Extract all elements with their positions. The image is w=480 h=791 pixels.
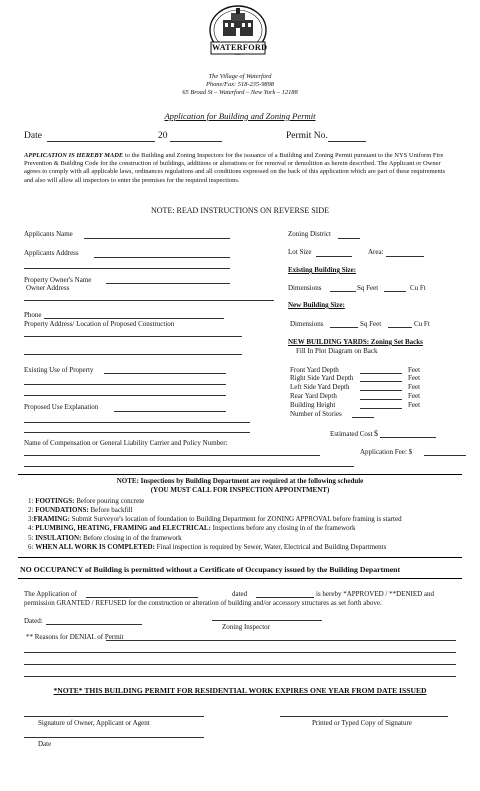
- existing-cuft-label: Cu Ft: [410, 284, 426, 292]
- left-yard-field[interactable]: [360, 390, 402, 391]
- inspection-subheading: (YOU MUST CALL FOR INSPECTION APPOINTMENT): [150, 486, 330, 494]
- applicants-name-label: Applicants Name: [24, 230, 73, 238]
- property-address-field-2[interactable]: [24, 354, 242, 355]
- inspection-item-3: 3:FRAMING: Submit Surveyor's location of foundation to Building Department for ZONING APPROVAL before framing is started: [28, 515, 402, 523]
- owner-signature-label: Signature of Owner, Applicant or Agent: [38, 719, 150, 727]
- denial-reasons-field-1[interactable]: [106, 640, 456, 641]
- inspection-heading: NOTE: Inspections by Building Department are required at the following schedule: [116, 477, 364, 485]
- new-cuft-label: Cu Ft: [414, 320, 430, 328]
- printed-signature-line[interactable]: [280, 716, 448, 717]
- right-yard-field[interactable]: [360, 381, 402, 382]
- front-yard-label: Front Yard Depth: [290, 366, 339, 374]
- proposed-use-field[interactable]: [114, 411, 226, 412]
- inspection-item-4: 4: PLUMBING, HEATING, FRAMING and ELECTRICAL: Inspections before any closing in of the framework: [28, 524, 356, 532]
- denial-reasons-field-2[interactable]: [24, 652, 456, 653]
- permit-no-field[interactable]: [328, 141, 366, 142]
- proposed-use-label: Proposed Use Explanation: [24, 403, 99, 411]
- applicants-address-field-2[interactable]: [24, 268, 230, 269]
- existing-dimensions-label: Dimensions: [288, 284, 322, 292]
- existing-use-field-2[interactable]: [24, 384, 226, 385]
- rear-yard-unit: Feet: [408, 392, 421, 400]
- signature-date-line[interactable]: [24, 737, 204, 738]
- property-address-field[interactable]: [24, 336, 242, 337]
- building-height-unit: Feet: [408, 401, 421, 409]
- estimated-cost-label: Estimated Cost: [330, 430, 373, 438]
- date-field[interactable]: [47, 141, 155, 142]
- owner-name-label: Property Owner's Name: [24, 276, 92, 284]
- existing-dimensions-field[interactable]: [330, 291, 356, 292]
- inspection-item-2: 2: FOUNDATIONS: Before backfill: [28, 506, 133, 514]
- year-field[interactable]: [170, 141, 222, 142]
- owner-address-field[interactable]: [24, 300, 274, 301]
- area-label: Area:: [368, 248, 384, 256]
- zoning-district-label: Zoning District: [288, 230, 331, 238]
- inspection-item-5: 5: INSULATION: Before closing in of the framework: [28, 534, 182, 542]
- approval-dated-label: dated: [232, 590, 248, 598]
- org-address: 65 Broad St – Waterford – New York – 12188: [182, 89, 298, 96]
- occupancy-notice: NO OCCUPANCY of Building is permitted without a Certificate of Occupancy issued by the Building Department: [20, 565, 401, 574]
- logo-text: WATERFORD: [212, 43, 268, 52]
- dated-field[interactable]: [46, 624, 142, 625]
- existing-building-size-heading: Existing Building Size:: [288, 266, 357, 274]
- permit-no-label: Permit No.: [286, 131, 328, 141]
- approval-permission-text: permission GRANTED / REFUSED for the construction or alteration of building and/or accessory structures as set forth above.: [24, 599, 382, 607]
- new-building-size-heading: New Building Size:: [288, 301, 345, 309]
- new-building-yards-heading: NEW BUILDING YARDS: Zoning Set Backs: [288, 338, 423, 346]
- permit-expiration-note: *NOTE* THIS BUILDING PERMIT FOR RESIDENTIAL WORK EXPIRES ONE YEAR FROM DATE ISSUED: [53, 686, 427, 695]
- phone-label: Phone: [24, 311, 42, 319]
- proposed-use-field-2[interactable]: [24, 422, 250, 423]
- compensation-label: Name of Compensation or General Liability Carrier and Policy Number:: [24, 439, 228, 447]
- left-yard-label: Left Side Yard Depth: [290, 383, 350, 391]
- year-prefix: 20: [158, 131, 168, 141]
- lot-size-label: Lot Size: [288, 248, 312, 256]
- rear-yard-label: Rear Yard Depth: [290, 392, 337, 400]
- new-dimensions-field[interactable]: [330, 327, 358, 328]
- applicants-name-field[interactable]: [84, 238, 230, 239]
- signature-date-label: Date: [38, 740, 52, 748]
- phone-field[interactable]: [44, 318, 224, 319]
- application-of-label: The Application of: [24, 590, 77, 598]
- proposed-use-field-3[interactable]: [24, 432, 250, 433]
- existing-sqfeet-label: Sq Feet: [357, 284, 379, 292]
- org-phone: Phone/Fax: 518-235-9898: [206, 81, 274, 88]
- denial-reasons-label: ** Reasons for DENIAL of Permit: [26, 633, 124, 641]
- application-of-field[interactable]: [86, 597, 198, 598]
- zoning-district-field[interactable]: [338, 238, 360, 239]
- estimated-cost-field[interactable]: [380, 437, 436, 438]
- intro-paragraph: APPLICATION IS HEREBY MADE to the Building and Zoning Inspectors for the issuance of a Building and Zoning Permit pursuant to the NYS Uniform Fire Prevention & Building Code for the construction of buildings, additions or alterations or for removal or demolition as herein described. The Applicant or Owner agrees to comply with all applicable laws, ordinances regulations and all conditions expressed on the back of this application which are part of these requirements and also will allow all inspectors to enter the premises for the required inspections.: [24, 152, 446, 184]
- existing-use-field-3[interactable]: [24, 395, 226, 396]
- fill-in-plot-note: Fill In Plot Diagram on Back: [296, 347, 378, 355]
- applicants-address-field[interactable]: [94, 257, 230, 258]
- compensation-field[interactable]: [24, 455, 320, 456]
- new-dimensions-label: Dimensions: [290, 320, 324, 328]
- form-title: Application for Building and Zoning Permit: [164, 111, 316, 121]
- new-sqfeet-field[interactable]: [388, 327, 412, 328]
- inspection-item-6: 6: WHEN ALL WORK IS COMPLETED: Final inspection is required by Sewer, Water, Electrical and Building Departments: [28, 543, 387, 551]
- front-yard-unit: Feet: [408, 366, 421, 374]
- org-name: The Village of Waterford: [208, 73, 272, 80]
- section-divider-2: [18, 557, 462, 558]
- estimated-cost-dollar: $: [374, 429, 378, 438]
- application-fee-label: Application Fee: $: [360, 448, 413, 456]
- printed-signature-label: Printed or Typed Copy of Signature: [312, 719, 412, 727]
- owner-name-field[interactable]: [106, 283, 230, 284]
- building-height-field[interactable]: [360, 408, 402, 409]
- existing-use-label: Existing Use of Property: [24, 366, 94, 374]
- approval-dated-field[interactable]: [256, 597, 314, 598]
- right-yard-label: Right Side Yard Depth: [290, 374, 354, 382]
- denial-reasons-field-3[interactable]: [24, 664, 456, 665]
- zoning-inspector-signature-line[interactable]: [212, 620, 322, 621]
- right-yard-unit: Feet: [408, 374, 421, 382]
- section-divider-1: [18, 474, 462, 475]
- stories-field[interactable]: [352, 417, 374, 418]
- left-yard-unit: Feet: [408, 383, 421, 391]
- building-height-label: Building Height: [290, 401, 336, 409]
- stories-label: Number of Stories: [290, 410, 342, 418]
- existing-use-field[interactable]: [104, 373, 226, 374]
- approval-status-text: is hereby *APPROVED / **DENIED and: [316, 590, 435, 598]
- lot-size-field[interactable]: [316, 256, 352, 257]
- denial-reasons-field-4[interactable]: [24, 676, 456, 677]
- owner-signature-line[interactable]: [24, 716, 204, 717]
- application-fee-field[interactable]: [424, 455, 466, 456]
- dated-label: Dated:: [24, 617, 43, 625]
- area-field[interactable]: [386, 256, 424, 257]
- new-sqfeet-label: Sq Feet: [360, 320, 382, 328]
- compensation-field-2[interactable]: [24, 466, 354, 467]
- section-divider-3: [18, 578, 462, 579]
- inspection-item-1: 1: FOOTINGS: Before pouring concrete: [28, 497, 145, 505]
- zoning-inspector-label: Zoning Inspector: [222, 623, 271, 631]
- applicants-address-label: Applicants Address: [24, 249, 79, 257]
- front-yard-field[interactable]: [360, 373, 402, 374]
- owner-address-label: Owner Address: [26, 284, 70, 292]
- rear-yard-field[interactable]: [360, 399, 402, 400]
- property-address-label: Property Address/ Location of Proposed Construction: [24, 320, 175, 328]
- note-instructions: NOTE: READ INSTRUCTIONS ON REVERSE SIDE: [151, 206, 329, 215]
- existing-sqfeet-field[interactable]: [384, 291, 406, 292]
- date-label: Date: [24, 131, 42, 141]
